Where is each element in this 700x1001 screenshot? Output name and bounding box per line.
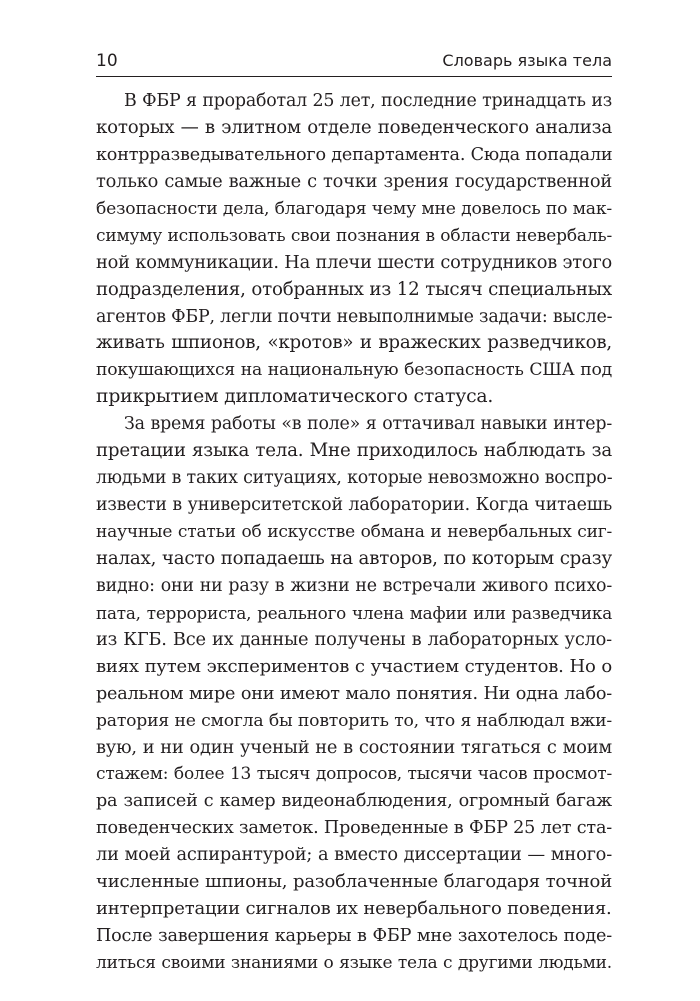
text-line: людьми в таких ситуациях, которые невозможно воспро- xyxy=(96,468,613,489)
text-line: виях путем экспериментов с участием студентов. Но о xyxy=(96,655,612,677)
text-line: прикрытием дипломатического статуса. xyxy=(96,386,494,408)
text-line: видно: они ни разу в жизни не встречали живого психо- xyxy=(96,575,612,596)
text-line: В ФБР я проработал 25 лет, последние тринадцать из xyxy=(124,91,612,111)
text-line: извести в университетской лаборатории. Когда читаешь xyxy=(96,495,612,516)
text-line: За время работы «в поле» я оттачивал навыки интер- xyxy=(124,414,612,435)
body-text xyxy=(96,88,612,977)
text-line: живать шпионов, «кротов» и вражеских разведчиков, xyxy=(96,332,612,354)
text-line: интерпретации сигналов их невербального поведения. xyxy=(96,898,612,920)
text-line: ли моей аспирантурой; а вместо диссертации — много- xyxy=(96,844,612,866)
text-line: реальном мире они имеют мало понятия. Ни одна лабо- xyxy=(96,683,612,704)
header-divider xyxy=(96,76,612,77)
paragraph-3 xyxy=(96,923,612,977)
text-line: численные шпионы, разоблаченные благодаря точной xyxy=(96,871,612,893)
text-line: безопасности дела, благодаря чему мне довелось по мак- xyxy=(96,198,612,219)
text-line: поведенческих заметок. Проведенные в ФБР 25 лет ста- xyxy=(96,818,612,839)
text-line: претации языка тела. Мне приходилось наблюдать за xyxy=(96,440,612,462)
text-line: которых — в элитном отделе поведенческого анализа xyxy=(96,116,612,138)
text-line: симуму использовать свои познания в области невербаль- xyxy=(96,225,612,246)
text-line: только самые важные с точки зрения государственной xyxy=(96,170,612,192)
text-line: покушающихся на национальную безопасность США под xyxy=(96,360,612,381)
text-line: После завершения карьеры в ФБР мне захотелось поде- xyxy=(96,926,612,947)
text-line: литься своими знаниями о языке тела с другими людьми. xyxy=(96,953,612,973)
text-line: агентов ФБР, легли почти невыполнимые задачи: высле- xyxy=(96,306,613,327)
text-line: вую, и ни один ученый не в состоянии тягаться с моим xyxy=(96,736,612,758)
text-line: налах, часто попадаешь на авторов, по которым сразу xyxy=(96,547,612,569)
paragraph-2 xyxy=(96,411,612,923)
text-line: контрразведывательного департамента. Сюда попадали xyxy=(96,144,613,165)
text-line: пата, террориста, реального члена мафии или разведчика xyxy=(96,602,612,623)
text-line: ной коммуникации. На плечи шести сотрудников этого xyxy=(96,251,612,273)
page-number: 10 xyxy=(96,51,118,71)
book-title: Словарь языка тела xyxy=(442,51,612,70)
text-line: стажем: более 13 тысяч допросов, тысячи часов просмот- xyxy=(96,764,612,785)
text-line: ратория не смогла бы повторить то, что я наблюдал вжи- xyxy=(96,710,612,731)
running-head xyxy=(96,48,612,76)
text-line: подразделения, отобранных из 12 тысяч специальных xyxy=(96,278,612,300)
paragraph-1 xyxy=(96,88,612,411)
text-line: ра записей с камер видеонаблюдения, огромный багаж xyxy=(96,791,612,812)
text-line: научные статьи об искусстве обмана и невербальных сиг- xyxy=(96,522,612,542)
text-line: из КГБ. Все их данные получены в лабораторных усло- xyxy=(96,628,612,650)
